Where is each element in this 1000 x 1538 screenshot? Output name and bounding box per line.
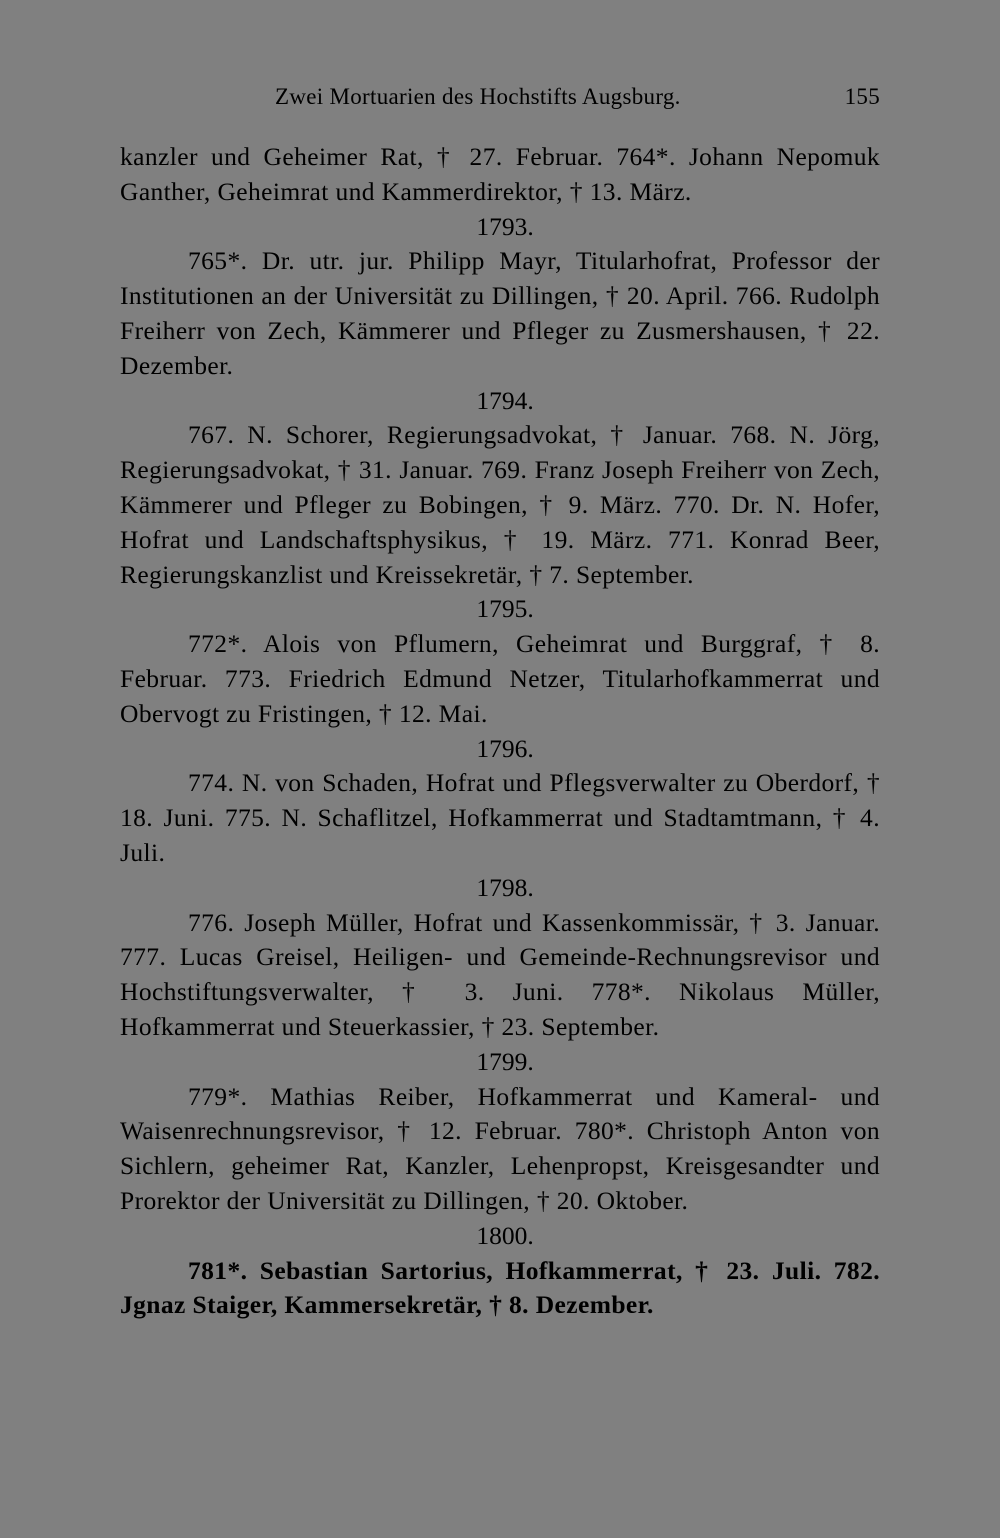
paragraph-1795: 772*. Alois von Pflumern, Geheimrat und Burggraf, † 8. Februar. 773. Friedrich Edmund Netzer, Titularhofkammerrat und Obervogt zu Fristingen, † 12. Mai.	[120, 629, 880, 728]
paragraph-1799: 779*. Mathias Reiber, Hofkammerrat und Kameral- und Waisenrechnungsrevisor, † 12. Februar. 780*. Christoph Anton von Sichlern, geheimer Rat, Kanzler, Lehenpropst, Kreisgesandter und Prorektor der Universität zu Dillingen, † 20. Oktober.	[120, 1081, 880, 1215]
page-body	[120, 140, 880, 1323]
year-heading-1799: 1799.	[476, 1046, 534, 1076]
year-heading-1796: 1796.	[476, 733, 534, 763]
running-title: Zwei Mortuarien des Hochstifts Augsburg.	[275, 84, 681, 109]
paragraph-1796: 774. N. von Schaden, Hofrat und Pflegsverwalter zu Oberdorf, † 18. Juni. 775. N. Schaflitzel, Hofkammerrat und Stadtamtmann, † 4. Juli.	[120, 768, 880, 867]
year-heading-1794: 1794.	[476, 385, 534, 415]
paragraph-1800: 781*. Sebastian Sartorius, Hofkammerrat, † 23. Juli. 782. Jgnaz Staiger, Kammersekretär, † 8. Dezember.	[120, 1255, 880, 1320]
paragraph-1794: 767. N. Schorer, Regierungsadvokat, † Januar. 768. N. Jörg, Regierungsadvokat, † 31. Januar. 769. Franz Joseph Freiherr von Zech, Kämmerer und Pfleger zu Bobingen, † 9. März. 770. Dr. N. Hofer, Hofrat und Landschaftsphysikus, † 19. März. 771. Konrad Beer, Regierungskanzlist und Kreissekretär, † 7. September.	[120, 420, 880, 589]
paragraph-1798: 776. Joseph Müller, Hofrat und Kassenkommissär, † 3. Januar. 777. Lucas Greisel, Heiligen- und Gemeinde-Rechnungsrevisor und Hochstiftungsverwalter, † 3. Juni. 778*. Nikolaus Müller, Hofkammerrat und Steuerkassier, † 23. September.	[120, 907, 880, 1041]
year-heading-1800: 1800.	[476, 1220, 534, 1250]
year-heading-1793: 1793.	[476, 211, 534, 241]
paragraph-1793: 765*. Dr. utr. jur. Philipp Mayr, Titularhofrat, Professor der Institutionen an der Universität zu Dillingen, † 20. April. 766. Rudolph Freiherr von Zech, Kämmerer und Pfleger zu Zusmershausen, † 22. Dezember.	[120, 246, 880, 380]
year-heading-1795: 1795.	[476, 594, 534, 624]
year-heading-1798: 1798.	[476, 872, 534, 902]
page-number: 155	[844, 84, 880, 109]
paragraph-continued: kanzler und Geheimer Rat, † 27. Februar. 764*. Johann Nepomuk Ganther, Geheimrat und Kammerdirektor, † 13. März.	[120, 142, 880, 206]
